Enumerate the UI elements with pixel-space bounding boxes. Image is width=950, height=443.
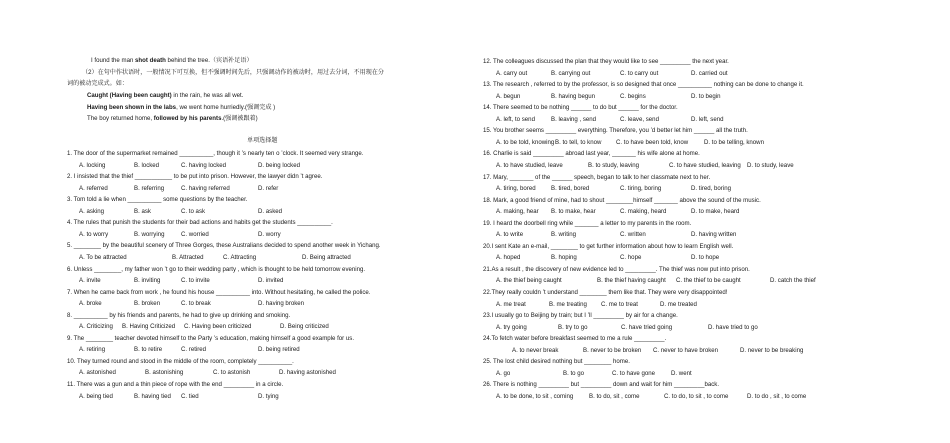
answer-option: B. inviting — [134, 277, 161, 284]
answer-option: C. begins — [620, 92, 646, 100]
answer-option: D. being locked — [258, 161, 301, 169]
answer-option: B. referring — [134, 184, 165, 192]
answer-option: D. to hope — [691, 254, 720, 262]
question-stem: 20.I sent Kate an e-mail, ________ to get further information about how to learn English well. — [483, 242, 734, 250]
answer-option: A. go — [496, 369, 511, 377]
answer-option: D. tying — [258, 392, 279, 400]
answer-option: C. to ask — [181, 207, 206, 215]
intro-line-2: （2）在句中作状语时，一般情况下可互换，但不强调时间先后，只强调动作的被动时，用过去分词，不用现在分 — [82, 69, 384, 76]
answer-option: C. me to treat — [601, 300, 638, 308]
question-stem: 19. I heard the doorbell ring while _______ a letter to my parents in the room. — [483, 219, 692, 227]
answer-option: D. have tried to go — [708, 323, 758, 331]
question-stem: 9. The ________ teacher devoted himself to the Party ’s education, making himself a good example for us. — [67, 334, 355, 342]
answer-option: A. to write — [496, 231, 524, 239]
answer-option: A. invite — [79, 277, 101, 284]
answer-option: A. tiring, bored — [496, 185, 536, 192]
example-3: The boy returned home, followed by his parents.(强调被跟着) — [87, 115, 258, 122]
question-stem: 4. The rules that punish the students for their bad actions and habits get the students __________. — [67, 219, 333, 227]
question-stem: 7. When he came back from work , he found his house __________ into. Without hesitating, he called the police. — [67, 288, 371, 296]
section-title: 单项选择题 — [247, 137, 278, 144]
answer-option: B. never to be broken — [583, 346, 642, 354]
answer-option: C. hope — [620, 254, 642, 262]
answer-option: A. hoped — [496, 254, 521, 262]
answer-option: B. tired, bored — [551, 185, 590, 192]
question-stem: 6. Unless ________, my father won ’t go to their wedding party , which is thought to be held tomorrow evening. — [67, 265, 366, 273]
answer-option: A. to be told, knowing — [496, 138, 555, 146]
answer-option: B. the thief having caught — [597, 277, 666, 285]
question-stem: 26. There is nothing _________ but _________ down and wait for him _________back. — [483, 381, 720, 389]
question-stem: 24.To fetch water before breakfast seemed to me a rule _________. — [483, 335, 667, 343]
intro-line-1: I found the man shot death behind the tree.（宾语补足语） — [91, 57, 253, 64]
answer-option: D. left, send — [691, 115, 724, 123]
answer-option: B. to tell, to know — [555, 138, 602, 146]
answer-option: C. have tried going — [621, 323, 673, 331]
answer-option: B. ask — [134, 207, 151, 215]
answer-option: C. never to have broken — [653, 346, 719, 354]
answer-option: B. carrying out — [551, 69, 591, 77]
question-stem: 16. Charlie is said _________ abroad last year, _______ his wife alone at home. — [483, 150, 700, 158]
answer-option: B. try to go — [558, 323, 588, 331]
answer-option: A. carry out — [496, 69, 528, 77]
answer-option: C. to do, to sit , to come — [664, 392, 729, 400]
answer-option: C. having locked — [181, 161, 227, 169]
answer-option: A. locking — [79, 161, 106, 169]
answer-option: D. having astonished — [279, 369, 336, 377]
answer-option: A. making, hear — [496, 208, 539, 216]
answer-option: C. Having been criticized — [184, 323, 252, 331]
answer-option: D. to make, heard — [691, 208, 740, 216]
question-stem: 15. You brother seems _________ everything. Therefore, you ’d better let him ______ all the truth. — [483, 127, 748, 135]
answer-option: D. Being attracted — [302, 253, 351, 261]
answer-option: C. having referred — [181, 184, 230, 192]
answer-option: B. writing — [551, 231, 577, 239]
answer-option: C. retired — [181, 346, 207, 354]
answer-option: B. to make, hear — [551, 208, 596, 216]
question-stem: 1. The door of the supermarket remained __________, though it ’s nearly ten o ’clock. It seemed very strange. — [67, 150, 364, 157]
answer-option: B. having tied — [134, 392, 171, 400]
answer-option: A. asking — [79, 207, 105, 215]
intro-line-3: 词的被动完成式。如： — [67, 80, 128, 87]
answer-option: B. hoping — [551, 254, 577, 262]
answer-option: B. leaving , send — [551, 115, 597, 123]
answer-option: C. worried — [181, 230, 209, 238]
example-1: Caught (Having been caught) in the rain, he was all wet. — [87, 92, 244, 99]
answer-option: C. to carry out — [620, 69, 659, 77]
question-stem: 25. The lost child desired nothing but ________ home. — [483, 358, 630, 366]
answer-option: A. referred — [79, 184, 108, 192]
answer-option: A. left, to send — [496, 115, 535, 123]
answer-option: D. asked — [258, 207, 283, 215]
answer-option: C. to break — [181, 300, 211, 308]
answer-option: D. never to be breaking — [740, 346, 804, 354]
answer-option: A. astonished — [79, 369, 116, 377]
question-stem: 11. There was a gun and a thin piece of rope with the end _________ in a circle. — [67, 381, 284, 388]
answer-option: D. worry — [258, 230, 281, 238]
question-stem: 14. There seemed to be nothing ______ to do but ______ for the doctor. — [483, 104, 678, 112]
answer-option: D. to begin — [691, 92, 721, 100]
question-stem: 22.They really couldn ’t understand ________ them like that. They were very disappointed! — [483, 289, 728, 296]
answer-option: D. Being criticized — [280, 323, 329, 331]
answer-option: C. tiring, boring — [620, 185, 662, 192]
answer-option: A. the thief being caught — [496, 277, 562, 285]
answer-option: D. tired, boring — [691, 185, 731, 192]
answer-option: B. locked — [134, 161, 160, 169]
answer-option: B. worrying — [134, 230, 165, 238]
answer-option: D. went — [671, 369, 692, 377]
answer-option: D. to be telling, known — [704, 138, 764, 146]
answer-option: D. to study, leave — [747, 161, 794, 169]
answer-option: D. me treated — [660, 300, 697, 308]
answer-option: A. To be attracted — [79, 253, 127, 261]
question-stem: 5. ________ by the beautiful scenery of Three Gorges, these Australians decided to spend another week in Yichang. — [67, 242, 381, 250]
answer-option: B. having begun — [551, 92, 596, 100]
answer-option: B. astonishing — [145, 369, 184, 377]
question-stem: 13. The research , referred to by the professor, is so designed that once __________ nothing can be done to change it. — [483, 81, 804, 89]
answer-option: C. to invite — [181, 277, 210, 284]
answer-option: C. tied — [181, 392, 199, 400]
answer-option: D. to do , sit , to come — [747, 392, 807, 400]
answer-option: A. to never break — [512, 346, 559, 354]
answer-option: C. to have been told, know — [616, 138, 689, 146]
answer-option: B. broken — [134, 300, 161, 308]
answer-option: C. to astonish — [213, 369, 251, 377]
answer-option: B. to study, leaving — [588, 161, 640, 169]
answer-option: C. to have studied, leaving — [669, 161, 741, 169]
answer-option: A. Criticizing — [79, 323, 113, 331]
answer-option: A. being tied — [79, 392, 113, 400]
answer-option: B. Attracted — [172, 253, 204, 261]
question-stem: 18. Mark, a good friend of mine, had to shout ________himself _______ above the sound of the music. — [483, 196, 761, 204]
answer-option: A. broke — [79, 300, 102, 308]
question-stem: 23.I usually go to Beijing by train; but I ’ll _________ by air for a change. — [483, 312, 678, 320]
question-stem: 12. The colleagues discussed the plan that they would like to see _________ the next year. — [483, 58, 729, 65]
answer-option: D. invited — [258, 277, 284, 284]
answer-option: C. Attracting — [223, 253, 257, 261]
answer-option: C. making, heard — [620, 208, 667, 216]
answer-option: A. retiring — [79, 346, 106, 354]
answer-option: D. catch the thief — [770, 277, 816, 285]
answer-option: D. refer — [258, 184, 279, 192]
answer-option: C. the thief to be caught — [676, 277, 741, 285]
answer-option: C. written — [620, 231, 646, 239]
answer-option: B. to retire — [134, 346, 163, 354]
answer-option: A. to have studied, leave — [496, 161, 563, 169]
answer-option: C. to have gone — [612, 369, 656, 377]
answer-option: A. try going — [496, 323, 527, 331]
answer-option: B. to go — [563, 369, 585, 377]
answer-option: A. me treat — [496, 300, 526, 308]
answer-option: B. to do, sit , come — [589, 392, 640, 400]
answer-option: D. having written — [691, 231, 737, 239]
answer-option: A. to be done, to sit , coming — [496, 392, 574, 400]
question-stem: 17. Mary, _______ of the ______ speech, began to talk to her classmate next to her. — [483, 173, 711, 181]
answer-option: B. me treating — [549, 300, 587, 308]
question-stem: 21.As a result , the discovery of new evidence led to _________. The thief was now put into prison. — [483, 265, 750, 273]
answer-option: A. begun — [496, 92, 521, 100]
answer-option: D. having broken — [258, 300, 305, 308]
answer-option: A. to worry — [79, 230, 109, 238]
question-stem: 8. __________ by his friends and parents, he had to give up drinking and smoking. — [67, 311, 291, 319]
answer-option: C. leave, send — [620, 115, 659, 123]
question-stem: 10. They turned round and stood in the middle of the room, completely __________. — [67, 357, 294, 365]
example-2: Having been shown in the labs, we went home hurriedly.(强调完成 ) — [87, 104, 276, 111]
answer-option: D. carried out — [691, 69, 728, 77]
answer-option: B. Having Criticized — [122, 323, 176, 331]
question-stem: 3. Tom told a lie when __________ some questions by the teacher. — [67, 196, 248, 204]
question-stem: 2. I insisted that the thief ___________ to be put into prison. However, the lawyer didn ’t agree. — [67, 173, 323, 181]
answer-option: D. being retired — [258, 346, 300, 354]
